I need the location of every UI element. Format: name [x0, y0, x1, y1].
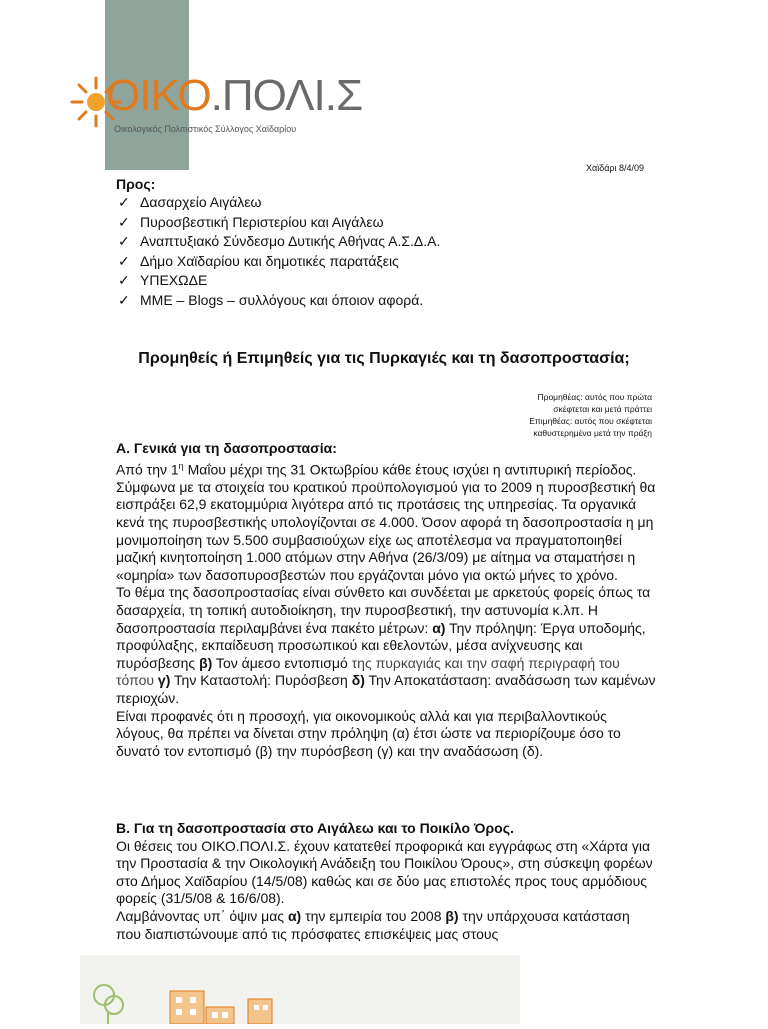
recipients-list: [118, 193, 440, 310]
section-a-paragraph-3: Είναι προφανές ότι η προσοχή, για οικονομικούς αλλά και για περιβαλλοντικούς λόγους, θα πρέπει να δίνεται στην πρόληψη (α) έτσι ώστε να περιορίζουμε όσο το δυνατό τον εντοπισμό (β) την πυρόσβεση (γ) και την αναδάσωση (δ).: [116, 707, 621, 759]
recipient-item: ✓ Πυροσβεστική Περιστερίου και Αιγάλεω: [118, 213, 440, 233]
definitions-note: Προμηθέας: αυτός που πρώτα σκέφτεται και μετά πράττει Επιμηθέας: αυτός που σκέφτεται καθυστερημένα μετά την πράξη: [529, 392, 652, 438]
recipient-item: ✓ Αναπτυξιακό Σύνδεσμο Δυτικής Αθήνας Α.Σ.Δ.Α.: [118, 232, 440, 252]
checkmark-icon: ✓: [118, 291, 130, 308]
section-a-heading: Α. Γενικά για τη δασοπροστασία:: [116, 440, 337, 456]
logo-title: ΟΙΚΟ.ΠΟΛΙ.Σ: [106, 71, 363, 120]
checkmark-icon: ✓: [118, 194, 130, 210]
document-title: Προμηθείς ή Επιμηθείς για τις Πυρκαγιές και τη δασοπροστασία;: [138, 350, 630, 367]
logo-subtitle: Οικολογικός Πολιτιστικός Σύλλογος Χαϊδαρίου: [114, 124, 297, 134]
section-a-paragraph-2: Το θέμα της δασοπροστασίας είναι σύνθετο και συνδέεται με αρκετούς φορείς όπως τα δασαρχεία, τη τοπική αυτοδιοίκηση, την πυροσβεστική, την αστυνομία κ.λπ. Η δασοπροστασία περιλαμβάνει ένα πακέτο μέτρων: α) Την πρόληψη: Έργα υποδομής, προφύλαξης, εκπαίδευση προσωπικού και εθελοντών, μέσα ανίχνευσης και πυρόσβεσης β) Τον άμεσο εντοπισμό της πυρκαγιάς και την σαφή περιγραφή του τόπου γ) Την Καταστολή: Πυρόσβεση δ) Την Αποκατάσταση: αναδάσωση των καμένων περιοχών.: [116, 584, 656, 706]
recipient-item: ✓ ΥΠΕΧΩΔΕ: [118, 271, 440, 291]
recipient-item: ✓ Δασαρχείο Αιγάλεω: [118, 193, 440, 213]
section-b-paragraph-1: Οι θέσεις του ΟΙΚΟ.ΠΟΛΙ.Σ. έχουν κατατεθεί προφορικά και εγγράφως στη «Χάρτα για την Προστασία & την Οικολογική Ανάδειξη του Ποικίλου Όρους», στη σύσκεψη φορέων στο Δήμος Χαϊδαρίου (14/5/08) καθώς και σε δύο μας επιστολές προς τους αρμόδιους φορείς (31/5/08 & 16/6/08).: [116, 837, 653, 907]
footer-illustration: [80, 955, 520, 1024]
organization-logo: [66, 71, 363, 144]
checkmark-icon: ✓: [118, 233, 130, 249]
section-a-paragraph-1: Από την $1^\eta$ Μαΐου μέχρι της 31 Οκτωβρίου κάθε έτους ισχύει η αντιπυρική περίοδος. Σύμφωνα με τα στοιχεία του κρατικού προϋπολογισμού για το 2009 η πυροσβεστική θα εισπράξει 62,9 εκατομμύρια λιγότερα από τις προτάσεις της υπηρεσίας. Τα οργανικά κενά της πυροσβεστικής υπολογίζονται σε 4.000. Όσον αφορά τη δασοπροστασία η μη μονιμοποίηση των 5.500 συμβασιούχων είχε ως αποτέλεσμα να πραγματοποιηθεί μαζική κινητοποίηση 1.000 ατόμων στην Αθήνα (26/3/09) με αίτημα να σταματήσει η «ομηρία» των δασοπυροσβεστών που εργάζονται μόνο για οκτώ μήνες το χρόνο.: [116, 460, 656, 583]
section-a: [116, 440, 656, 760]
section-b-paragraph-2: Λαμβάνοντας υπ΄ όψιν μας α) την εμπειρία του 2008 β) την υπάρχουσα κατάσταση που διαπιστώνουμε από τις πρόσφατες επισκέψεις μας στους: [116, 907, 630, 942]
recipients-label: Προς:: [116, 176, 156, 192]
section-b: [116, 820, 656, 943]
recipient-item: ✓ Δήμο Χαϊδαρίου και δημοτικές παρατάξεις: [118, 252, 440, 272]
section-b-heading: Β. Για τη δασοπροστασία στο Αιγάλεω και το Ποικίλο Όρος.: [116, 820, 514, 836]
recipient-item: ✓ ΜΜΕ – Blogs – συλλόγους και όποιον αφορά.: [118, 291, 440, 311]
checkmark-icon: ✓: [118, 213, 130, 230]
checkmark-icon: ✓: [118, 252, 130, 269]
buildings-illustration-icon: [80, 955, 520, 1024]
letter-date: Χαϊδάρι 8/4/09: [586, 163, 645, 173]
checkmark-icon: ✓: [118, 272, 130, 288]
